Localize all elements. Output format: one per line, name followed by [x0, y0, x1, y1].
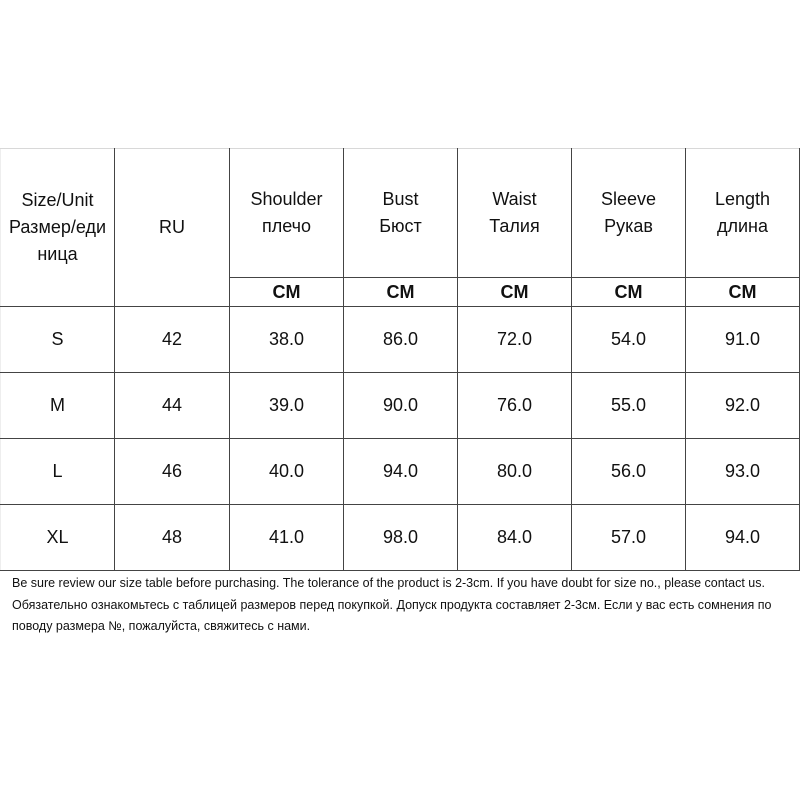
table-row	[1, 439, 800, 505]
cell-size: L	[1, 439, 115, 505]
header-label: Sleeve	[600, 189, 657, 209]
header-label: Waist	[492, 189, 537, 209]
header-label: длина	[716, 216, 768, 236]
header-waist	[458, 149, 572, 278]
cell-sleeve: 54.0	[572, 307, 686, 373]
cell-waist: 80.0	[458, 439, 572, 505]
header-label: ница	[37, 244, 78, 264]
header-label: Length	[714, 189, 771, 209]
cell-bust: 86.0	[344, 307, 458, 373]
cell-shoulder: 41.0	[230, 505, 344, 571]
header-row	[1, 149, 800, 278]
header-shoulder	[230, 149, 344, 278]
table-row	[1, 373, 800, 439]
cell-bust: 94.0	[344, 439, 458, 505]
size-note	[12, 573, 797, 638]
cell-waist: 72.0	[458, 307, 572, 373]
cell-size: XL	[1, 505, 115, 571]
cell-ru: 48	[115, 505, 230, 571]
cell-shoulder: 38.0	[230, 307, 344, 373]
cell-waist: 76.0	[458, 373, 572, 439]
cell-shoulder: 40.0	[230, 439, 344, 505]
header-label: Талия	[489, 216, 540, 236]
table-row	[1, 505, 800, 571]
unit-shoulder: CM	[230, 278, 344, 307]
table-row	[1, 307, 800, 373]
header-label: Рукав	[604, 216, 653, 236]
header-label: плечо	[261, 216, 312, 236]
note-russian: Обязательно ознакомьтесь с таблицей размеров перед покупкой. Допуск продукта составляет 2-3см. Если у вас есть сомнения по поводу размера №, пожалуйста, свяжитесь с нами.	[12, 597, 772, 633]
cell-sleeve: 55.0	[572, 373, 686, 439]
cell-length: 93.0	[686, 439, 800, 505]
header-size-unit	[1, 149, 115, 307]
cell-size: S	[1, 307, 115, 373]
header-label: RU	[159, 217, 185, 237]
cell-shoulder: 39.0	[230, 373, 344, 439]
unit-waist: CM	[458, 278, 572, 307]
header-ru	[115, 149, 230, 307]
cell-length: 94.0	[686, 505, 800, 571]
header-label: Бюст	[379, 216, 422, 236]
cell-size: M	[1, 373, 115, 439]
note-english: Be sure review our size table before purchasing. The tolerance of the product is 2-3cm. If you have doubt for size no., please contact us.	[12, 576, 765, 590]
header-label: Bust	[382, 189, 419, 209]
header-label: Size/Unit	[21, 190, 94, 210]
cell-length: 91.0	[686, 307, 800, 373]
header-label: Размер/еди	[8, 217, 107, 237]
cell-sleeve: 56.0	[572, 439, 686, 505]
cell-bust: 98.0	[344, 505, 458, 571]
header-length	[686, 149, 800, 278]
unit-sleeve: CM	[572, 278, 686, 307]
header-label: Shoulder	[250, 189, 323, 209]
cell-ru: 44	[115, 373, 230, 439]
cell-ru: 46	[115, 439, 230, 505]
cell-bust: 90.0	[344, 373, 458, 439]
cell-waist: 84.0	[458, 505, 572, 571]
unit-bust: CM	[344, 278, 458, 307]
unit-length: CM	[686, 278, 800, 307]
size-table	[0, 148, 800, 571]
cell-sleeve: 57.0	[572, 505, 686, 571]
size-chart	[0, 148, 799, 571]
cell-length: 92.0	[686, 373, 800, 439]
header-bust	[344, 149, 458, 278]
header-sleeve	[572, 149, 686, 278]
cell-ru: 42	[115, 307, 230, 373]
